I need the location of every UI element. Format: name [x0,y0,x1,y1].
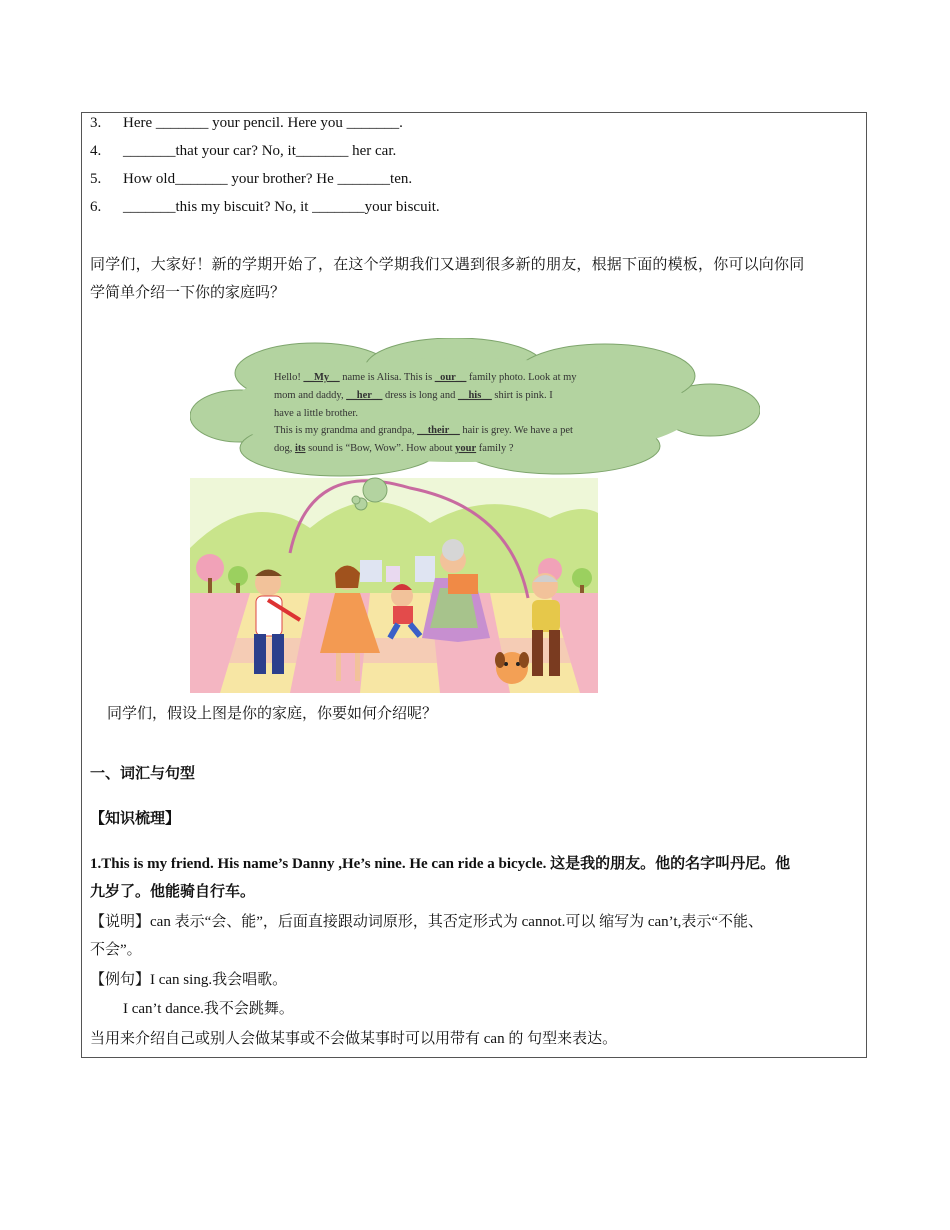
thought-bubble-small [352,496,360,504]
exercise-number: 5. [90,171,102,187]
blank-answer-their: __their__ [417,425,460,436]
blank-answer-your: your [455,443,477,454]
exercise-text: How old_______ your brother? He _______ten. [123,171,413,187]
explanation-line-1: 【说明】can 表示“会、能”，后面直接跟动词原形，其否定形式为 cannot.可以 缩写为 can’t,表示“不能、 [90,914,763,930]
blank-answer-my: __My__ [303,372,340,383]
blank-answer-his: __his__ [457,390,492,401]
section-heading: 一、词汇与句型 [90,766,196,782]
family-illustration [190,338,760,693]
example-line-1: 【例句】I can sing.我会唱歌。 [90,972,288,988]
cloud-text-part: sound is “Bow, Wow”. How about [305,443,456,454]
point-1-line-2: 九岁了。他能骑自行车。 [90,884,256,900]
thought-bubble-large [363,478,387,502]
cloud-text-part: hair is grey. We have a pet [459,425,573,436]
cloud-line-4 [274,425,573,436]
exercise-number: 6. [90,199,102,215]
exercise-number: 3. [90,115,102,131]
cloud-text-part: family ? [476,443,514,454]
blank-answer-its: its [295,443,306,454]
cloud-text-part: dog, [274,443,295,454]
speech-cloud [190,338,760,476]
exercise-number: 4. [90,143,102,159]
intro-line-1: 同学们，大家好！新的学期开始了，在这个学期我们又遇到很多新的朋友，根据下面的模板，你可以向你同 [90,257,805,273]
cloud-text-part: mom and daddy, [274,390,347,401]
cloud-line-3: have a little brother. [274,408,358,419]
knowledge-heading: 【知识梳理】 [90,811,181,827]
cloud-text-part: This is my grandma and grandpa, [274,425,418,436]
cloud-line-2 [274,390,553,401]
intro-paragraph [90,251,860,307]
exercise-text: Here _______ your pencil. Here you _______. [123,115,403,131]
cloud-text-part: family photo. Look at my [466,372,577,383]
cloud-text-part: dress is long and [382,390,458,401]
exercise-text: _______that your car? No, it_______ her car. [123,143,397,159]
exercise-text: _______this my biscuit? No, it _______your biscuit. [123,199,440,215]
cloud-text-part: name is Alisa. This is [339,372,435,383]
usage-note: 当用来介绍自己或别人会做某事或不会做某事时可以用带有 can 的 句型来表达。 [90,1031,618,1047]
point-1 [90,850,860,906]
explanation-line-2: 不会”。 [90,942,142,958]
point-1-line-1: 1.This is my friend. His name’s Danny ,He’s nine. He can ride a bicycle. 这是我的朋友。他的名字叫丹尼。他 [90,856,791,872]
blank-answer-her: __her__ [346,390,383,401]
cloud-text-part: Hello! [274,372,304,383]
cloud-text-part: shirt is pink. I [491,390,553,401]
intro-line-2: 学简单介绍一下你的家庭吗？ [90,285,286,301]
explanation [90,908,860,964]
cloud-line-5 [274,443,514,454]
question-text: 同学们，假设上图是你的家庭，你要如何介绍呢？ [107,706,438,722]
cloud-line-1 [274,372,577,383]
blank-answer-our: _our__ [434,372,467,383]
example-line-2: I can’t dance.我不会跳舞。 [123,1001,294,1017]
